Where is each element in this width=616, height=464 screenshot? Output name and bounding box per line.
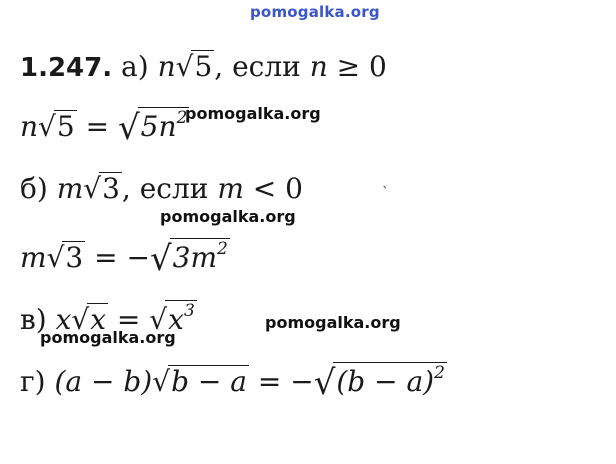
problem-a-statement: 1.247. а) n√5, если n ≥ 0 (20, 50, 387, 83)
condition-word-b: если (139, 172, 209, 205)
sqrt-symbol: √b − a (152, 365, 247, 398)
problem-a-solution: $n√5 = √5n^2$ (20, 108, 188, 148)
problem-b-statement: б) m√3, если m < 0 (20, 172, 303, 205)
sqrt-symbol: √5 (38, 110, 75, 143)
problem-d: г) $(a - b)√b - a = -√(b - a)^2$ (20, 363, 445, 403)
stray-mark: ` (382, 185, 389, 201)
part-b-label: б) (20, 172, 48, 205)
radicand-5n2: $5n^2$ (138, 107, 190, 141)
problem-b-solution: $m√3 = -√3m^2$ (20, 239, 228, 279)
sqrt-symbol: $√5n^2$ (117, 108, 188, 148)
condition-a: n (309, 50, 328, 83)
watermark-3[interactable]: pomogalka.org (265, 313, 401, 332)
sqrt-symbol: √3 (46, 241, 84, 274)
sqrt-symbol: $√x^3$ (149, 301, 195, 336)
sqrt-symbol: $√3m^2$ (149, 239, 228, 279)
radicand-x3: $x^3$ (165, 300, 197, 334)
var-n: n (157, 50, 176, 83)
sqrt-symbol: √5 (175, 50, 213, 83)
watermark-2[interactable]: pomogalka.org (160, 207, 296, 226)
part-c-label: в) (20, 303, 47, 336)
radicand-squared: $(b - a)^2$ (333, 362, 447, 396)
problem-c: в) $x√x = √x^3$ (20, 301, 195, 336)
part-d-label: г) (20, 365, 46, 398)
part-a-label: а) (121, 50, 149, 83)
watermark-top[interactable]: pomogalka.org (250, 3, 380, 21)
condition-word-a: если (232, 50, 301, 83)
problem-number: 1.247. (20, 53, 113, 83)
watermark-4[interactable]: pomogalka.org (40, 328, 176, 347)
watermark-1[interactable]: pomogalka.org (185, 104, 321, 123)
sqrt-symbol: √x (71, 303, 107, 336)
radicand-3m2: $3m^2$ (170, 238, 230, 272)
sqrt-symbol: $√(b - a)^2$ (313, 363, 445, 403)
sqrt-symbol: √3 (83, 172, 120, 205)
